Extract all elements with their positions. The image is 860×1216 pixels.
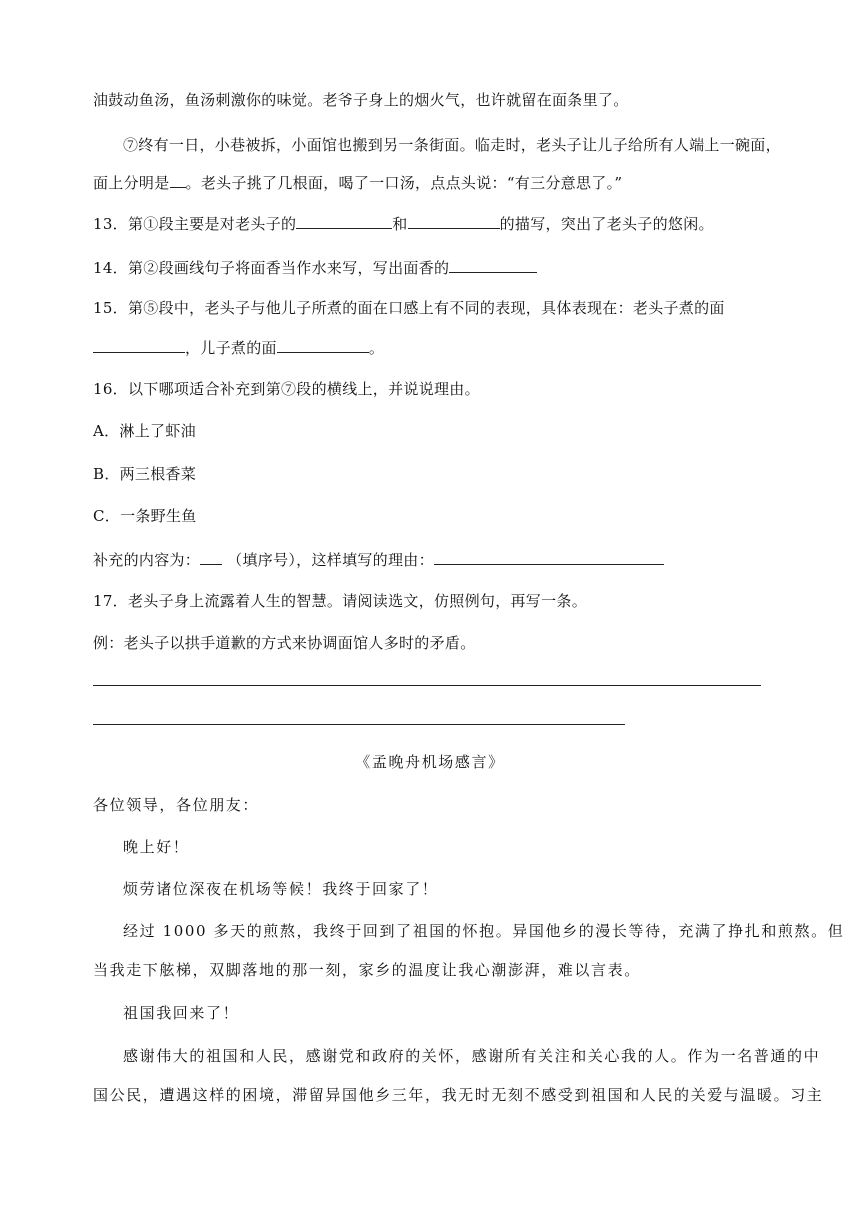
question-text: 和 <box>392 215 408 233</box>
speech-paragraph: 祖国我回来了！ <box>123 1004 240 1022</box>
question-text: 14．第②段画线句子将面香当作水来写，写出面香的 <box>93 259 450 277</box>
passage-line <box>93 172 622 193</box>
passage-text: 面上分明是 <box>93 174 170 192</box>
question-text: 。 <box>368 339 385 357</box>
answer-blank[interactable] <box>434 549 664 565</box>
passage-paragraph-7: ⑦终有一日，小巷被拆，小面馆也搬到另一条街面。临走时，老头子让儿子给所有人端上一碗面， <box>123 136 781 154</box>
speech-paragraph: 晚上好！ <box>123 838 190 856</box>
speech-paragraph-continued: 当我走下舷梯，双脚落地的那一刻，家乡的温度让我心潮澎湃，难以言表。 <box>93 961 641 979</box>
question-16: 16．以下哪项适合补充到第⑦段的横线上，并说说理由。 <box>93 380 480 398</box>
answer-blank[interactable] <box>408 213 500 229</box>
question-15: 15．第⑤段中，老头子与他儿子所煮的面在口感上有不同的表现，具体表现在：老头子煮的面 <box>93 299 725 317</box>
speech-salutation: 各位领导，各位朋友： <box>93 796 260 814</box>
passage-line: 油鼓动鱼汤，鱼汤刺激你的味觉。老爷子身上的烟火气，也许就留在面条里了。 <box>93 91 629 109</box>
answer-blank[interactable] <box>449 257 537 273</box>
answer-blank[interactable] <box>296 213 392 229</box>
option-c: C．一条野生鱼 <box>93 507 197 525</box>
answer-blank[interactable] <box>93 337 185 353</box>
question-14 <box>93 257 537 278</box>
question-13 <box>93 213 714 234</box>
question-16-fill <box>93 549 664 570</box>
option-a: A．淋上了虾油 <box>93 422 196 440</box>
question-text: ，儿子煮的面 <box>185 339 277 357</box>
answer-line[interactable] <box>93 685 761 686</box>
speech-paragraph: 经过 1000 多天的煎熬，我终于回到了祖国的怀抱。异国他乡的漫长等待，充满了挣扎和煎熬。但 <box>123 922 845 940</box>
answer-blank[interactable] <box>170 172 186 188</box>
passage-text: 。老头子挑了几根面，喝了一口汤，点点头说：“有三分意思了。” <box>185 174 623 192</box>
question-17: 17．老头子身上流露着人生的智慧。请阅读选文，仿照例句，再写一条。 <box>93 592 587 610</box>
speech-title: 《孟晚舟机场感言》 <box>355 753 505 771</box>
question-text: 的描写，突出了老头子的悠闲。 <box>499 215 714 233</box>
question-text: （填序号），这样填写的理由： <box>222 551 434 569</box>
question-15-continued <box>93 337 384 358</box>
answer-line[interactable] <box>93 724 625 725</box>
speech-paragraph: 烦劳诸位深夜在机场等候！我终于回家了！ <box>123 880 439 898</box>
speech-paragraph-continued: 国公民，遭遇这样的困境，滞留异国他乡三年，我无时无刻不感受到祖国和人民的关爱与温暖。习主 <box>93 1086 824 1104</box>
answer-blank[interactable] <box>277 337 369 353</box>
question-text: 补充的内容为： <box>93 551 201 569</box>
example-sentence: 例：老头子以拱手道歉的方式来协调面馆人多时的矛盾。 <box>93 634 476 652</box>
option-b: B．两三根香菜 <box>93 465 197 483</box>
question-text: 13．第①段主要是对老头子的 <box>93 215 297 233</box>
speech-paragraph: 感谢伟大的祖国和人民，感谢党和政府的关怀，感谢所有关注和关心我的人。作为一名普通的中 <box>123 1047 821 1065</box>
answer-blank[interactable] <box>200 549 222 565</box>
